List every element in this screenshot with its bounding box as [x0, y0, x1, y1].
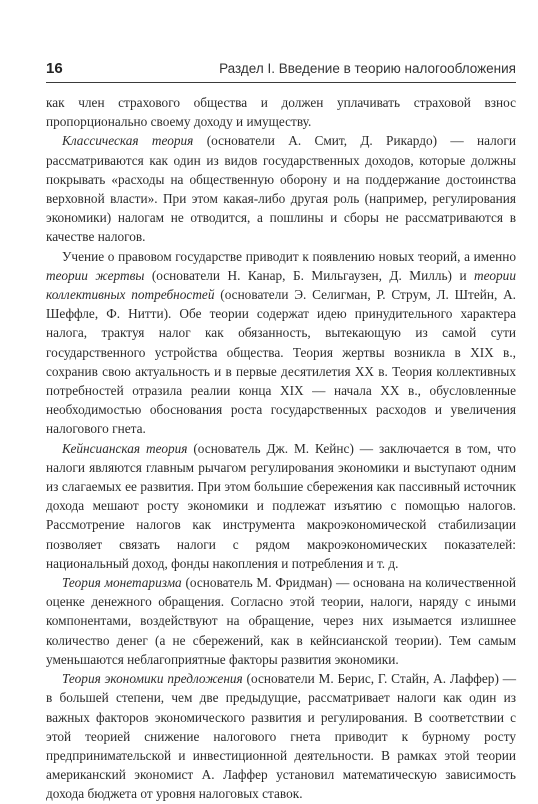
- paragraph-supply-side-theory: [46, 669, 516, 803]
- paragraph-text: (основатели Э. Селигман, Р. Струм, Л. Штейн, А. Шеффле, Ф. Нитти). Обе теории содержат идею принудительного характера налога, трактуя налог как обязанность, вытекающую из самой сути государственного устройства общества. Теория жертвы возникла в XIX в., сохранив свою актуальность и в первые десятилетия XX в. Теория коллективных потребностей отразила реалии конца XIX — начала XX в., обусловленные необходимостью обоснования роста государственных расходов и увеличения налогового гнета.: [46, 287, 516, 437]
- paragraph-middle: (основатели Н. Канар, Б. Мильгаузен, Д. Милль) и: [144, 267, 475, 283]
- term-monetarism-theory: Теория монетаризма: [62, 575, 182, 591]
- page-number: 16: [46, 60, 63, 77]
- term-sacrifice-theory: теории жертвы: [46, 267, 145, 283]
- paragraph-text: (основатели А. Смит, Д. Рикардо) — налоги рассматриваются как один из видов государственных доходов, которые должны покрывать «расходы на общественную оборону и на поддержание достоинства верховной власти». При этом какая-либо другая роль (например, регулирования экономики) налогам не отводится, а пошлины и сборы не рассматриваются в качестве налогов.: [46, 133, 516, 245]
- paragraph-text: (основатель Дж. М. Кейнс) — заключается в том, что налоги являются главным рычагом регулирования экономики и выступают одним из слагаемых ее развития. При этом большие сбережения как пассивный источник дохода мешают росту экономики и подлежат изъятию с помощью налогов. Рассмотрение налогов как инструмента макроэкономической стабилизации позволяет связать налоги с рядом макроэкономических показателей: национальный доход, фонды накопления и потребления и т. д.: [46, 440, 516, 571]
- paragraph-text: (основатели М. Берис, Г. Стайн, А. Лаффер) — в большей степени, чем две предыдущие, рассматривает налоги как один из важных факторов экономического развития и регулирования. В соответствии с этой теорией снижение налогового гнета приводит к бурному росту предпринимательской и инвестиционной деятельности. В рамках этой теории американский экономист А. Лаффер установил математическую зависимость дохода бюджета от уровня налоговых ставок.: [46, 671, 516, 802]
- running-head: Раздел I. Введение в теорию налогообложения: [219, 61, 516, 76]
- paragraph-legal-state-theories: [46, 247, 516, 439]
- paragraph-keynesian-theory: [46, 439, 516, 573]
- paragraph-text: (основатель М. Фридман) — основана на количественной оценке денежного обращения. Согласно этой теории, налоги, наряду с иными компонентами, воздействуют на обращение, через них изымается излишнее количество денег (а не сбережений, как в кейнсианской теории). Тем самым уменьшаются неблагоприятные факторы развития экономики.: [46, 575, 517, 667]
- term-keynesian-theory: Кейнсианская теория: [62, 440, 188, 456]
- page-header: [46, 58, 516, 83]
- paragraph-intro: Учение о правовом государстве приводит к появлению новых теорий, а именно: [62, 248, 516, 264]
- term-supply-side-theory: Теория экономики предложения: [62, 671, 243, 687]
- paragraph-continuation: [46, 93, 516, 131]
- term-classical-theory: Классическая теория: [62, 133, 194, 149]
- body-text: [46, 93, 516, 804]
- term-collective-needs-theory: теории коллективных потребностей: [46, 267, 516, 303]
- paragraph-monetarism-theory: [46, 573, 516, 669]
- paragraph-classical-theory: [46, 131, 516, 246]
- paragraph-text: как член страхового общества и должен уплачивать страховой взнос пропорционально своему доходу и имуществу.: [46, 95, 516, 130]
